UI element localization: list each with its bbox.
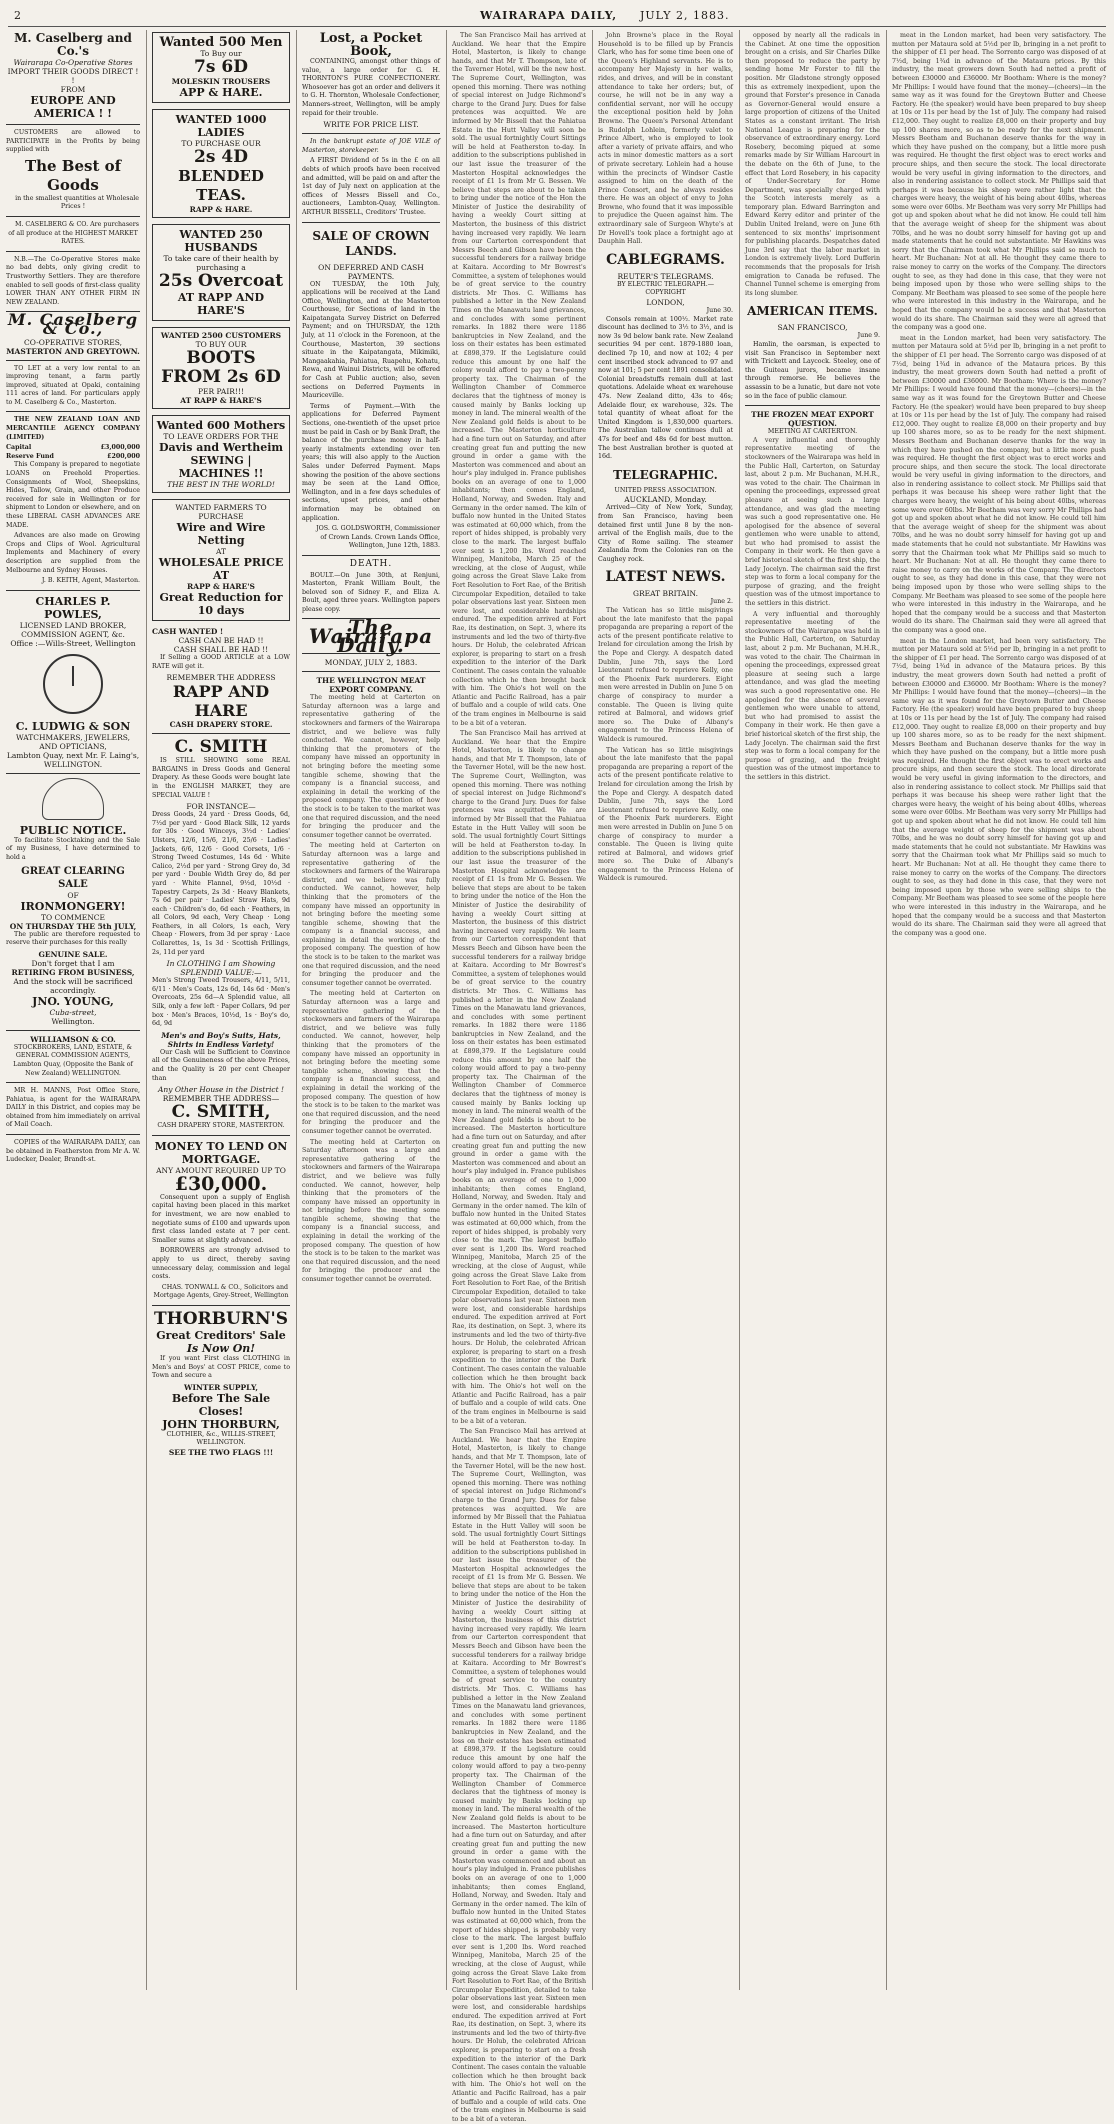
clock-illustration bbox=[43, 654, 103, 714]
ironmongery: IRONMONGERY! bbox=[20, 899, 126, 913]
at-rapp: AT RAPP AND HARE'S bbox=[177, 291, 265, 317]
reuter: REUTER'S TELEGRAMS. bbox=[617, 271, 714, 281]
june-30: June 30. bbox=[706, 307, 733, 315]
caselberg-big: M. Caselberg & Co., bbox=[7, 310, 139, 338]
leading-article: The meeting held at Carterton on Saturday afternoon was a large and representative gathering of the stockowners and farmers of the Wairarapa district, and we believe was fully conducted. We cannot, however, help thinking that the promoters of the company have missed an opportunity in not bringing before the meeting some tangible scheme, showing that the company is a financial success, and explaining in detail the working of the proposed company. The question of how the stock is to be taken to the market was one that required discussion, and the need for bringing the producer and the consumer together cannot be overrated. bbox=[302, 694, 440, 839]
mail-text: Our Cash will be Sufficient to Convince all of the Genuineness of the above Prices, and the Quality is 20 per cent Cheaper than bbox=[152, 1048, 290, 1082]
article-title: THE WELLINGTON MEAT EXPORT COMPANY. bbox=[316, 676, 426, 695]
rapp-hare-1: RAPP & HARE. bbox=[189, 205, 253, 214]
ludwig-name: C. LUDWIG & SON bbox=[15, 719, 131, 733]
divider bbox=[302, 133, 440, 134]
paper-date: MONDAY, JULY 2, 1883. bbox=[324, 658, 418, 668]
agent-name: J. B. KEITH, Agent, Masterton. bbox=[41, 577, 140, 585]
rapp-hare-big: RAPP AND HARE bbox=[172, 682, 270, 721]
smith-text: IS STILL SHOWING some REAL BARGAINS in Dress Goods and General Drapery. As these Goods were bought late in the ENGLISH MARKET, they are SPECIAL VALUE ! bbox=[152, 757, 290, 799]
blended-teas: BLENDED TEAS. bbox=[178, 167, 264, 204]
column-rule bbox=[146, 30, 147, 1990]
terms-text: Terms of Payment.—With the applications for Deferred Payment Sections, one-twentieth of the upset price must be paid in Cash or by Bank Draft, the balance of the purchase money in half-yearly instalments extending over ten years; this will also apply to the Auction Sales under Deferred Payment. Maps showing the position of the above sections may be seen at the Land Office, Wellington, and in a few days schedules of sections, upset prices, and other information may be obtained on application. bbox=[302, 402, 440, 522]
towns: MASTERTON AND GREYTOWN. bbox=[6, 346, 140, 356]
crown-text: ON TUESDAY, the 10th July, applications will be received at the Land Office, Wellington, and at the Masterton Courthouse, for Sections of land in the Kaipatangata Survey District on Deferred Payment; and on THURSDAY, the 12th July, at 11 o'clock in the Forenoon, at the Courthouse, Masterton, 39 sections situate in the Kaipatangata, Mikimiki, Mangaakahia, Pahiatua, Ruapehu, Kohatu, Rewa, and Wainui Districts, will be offered for Cash at Public auction; also, seven sections on Deferred Payments in Mauriceville. bbox=[302, 280, 440, 400]
masthead bbox=[0, 0, 1114, 28]
remember: REMEMBER THE ADDRESS bbox=[166, 673, 276, 683]
copies-text: COPIES of the WAIRARAPA DAILY, can be obtained in Featherston from Mr A. W. Ludecker, Dealer, Brandt-st. bbox=[6, 1139, 140, 1164]
frozen-text: A very influential and thoroughly representative meeting of the stockowners of the Wairarapa was held in the Public Hall, Carterton, on Saturday last, about 2 p.m. Mr Buchanan, M.H.R., was voted to the chair. The Chairman in opening the proceedings, expressed great pleasure at seeing such a large attendance, and was glad the meeting was such a good representative one. He apologised for the absence of several gentlemen who were unable to attend, but who had promised to assist the Company in their work. He then gave a brief historical sketch of the first ship, the Lady Jocelyn. The chairman said the first step was to form a local company for the purpose of grazing, and the freight question was of the utmost importance to the settlers in this district. bbox=[745, 436, 881, 608]
take-care: To take care of their health by purchasing a bbox=[163, 254, 279, 272]
san-francisco: SAN FRANCISCO, bbox=[777, 323, 848, 333]
masthead-rule bbox=[8, 26, 1106, 27]
column-rule bbox=[739, 30, 740, 1990]
divider bbox=[6, 251, 140, 252]
divider bbox=[302, 671, 440, 672]
latest-text: The Vatican has so little misgivings about the late manifesto that the papal propaganda are preparing a report of the acts of the present pontificate relative to Ireland for circulation among the Irish by the Pope and Clergy. A despatch dated Dublin, June 7th, says the Lord Lieutenant refused to reprieve Kelly, one of the Phoenix Park murderers. Eight men were arrested in Dublin on June 5 on charge of conspiracy to murder a constable. The Queen is living quite retired at Balmoral, and widows grief more so. The Duke of Albany's engagement to the Princess Helena of Waldeck is rumoured. bbox=[598, 607, 733, 743]
reserve-label: Reserve Fund bbox=[6, 452, 54, 460]
nz-loan-title: THE NEW ZEALAND LOAN AND MERCANTILE AGENCY COMPANY (LIMITED) bbox=[6, 416, 140, 441]
lost-heading: Lost, a Pocket Book, bbox=[319, 31, 423, 59]
best-goods-sub: in the smallest quantities at Wholesale Prices ! bbox=[15, 194, 139, 211]
overcoat: 25s Overcoat bbox=[158, 271, 284, 291]
caselberg-title: M. Caselberg and Co.'s bbox=[14, 31, 132, 58]
divider bbox=[152, 1305, 290, 1306]
caselberg-subtitle: Wairarapa Co-Operative Stores bbox=[13, 58, 133, 67]
newspaper-title: WAIRARAPA DAILY, bbox=[480, 9, 618, 22]
young-name: JNO. YOUNG, bbox=[32, 994, 114, 1008]
commence: TO COMMENCE bbox=[40, 912, 106, 922]
boots: BOOTS FROM 2s 6D bbox=[161, 348, 281, 387]
public-text: The public are therefore requested to reserve their purchases for this really bbox=[6, 930, 140, 947]
to-let-text: TO LET at a very low rental to an improving tenant, a farm partly improved, situated at Opaki, containing 111 acres of land. For particulars apply to M. Caselberg & Co., Masterton. bbox=[6, 364, 140, 406]
ludwig-sub: WATCHMAKERS, JEWELERS, AND OPTICIANS, bbox=[15, 732, 131, 751]
wanted-600: Wanted 600 Mothers bbox=[156, 419, 286, 432]
meeting-report: meat in the London market, had been very satisfactory. The mutton per Mataura sold at 5½d per lb, bringing in a net profit to the shipper of £1 per head. The Sorrento cargo was disposed of at 7½d, being 1¾d in advance of the Mataura prices. By this industry, the meat growers down South had netted a profit of between £30000 and £36000. Mr Bootham: Where is the money? Mr Phillips: I would have found that the money—(cheers)—in the same way as it was found for the Greytown Butter and Cheese Factory. He (the speaker) would have been prepared to buy sheep at 10s or 11s per head by the 1st of July. The company had raised £12,000. They ought to realize £8,000 on their property and buy up 100 shares more, so as to be ready for the next shipment. Messrs Beetham and Buchanan deserve thanks for the way in which they have pushed on the company, but a little more push was required. He thought the first object was to erect works and procure ships, and then secure the stock. The local directorate would be very useful in giving information to the directors, and also in rendering assistance to collect stock. Mr Phillips said that perhaps it was because his sheep were rather light that the charges were heavy, the weight of his being about 40lbs, whereas some were over 60lbs. Mr Beetham was very sorry Mr Phillips had got up and spoken about what he did not know. He could tell him that the average weight of sheep for the shipment was about 70lbs, and he was no doubt sorry himself for having got up and made statements that he could not substantiate. Mr Hawkins was sorry that the Chairman took what Mr Phillips said so much to heart. Mr Buchanan: Not at all. He thought they came there to raise money to carry on the works of the Company. The directors ought to see, as they had done in this case, that they were not being imposed upon by those who were selling ships to the Company. Mr Beetham was pleased to see some of the people here who were interested in this industry in the Wairarapa, and he hoped that the company would be a success and that Masterton would do its share. The Chairman said they were all agreed that the company was a good one. bbox=[892, 32, 1106, 332]
selling-text: If Selling a GOOD ARTICLE at a LOW RATE will get it. bbox=[152, 654, 290, 670]
shirts: Men's and Boy's Suits, Hats, Shirts in Endless Variety! bbox=[161, 1030, 281, 1049]
latest-text-cont: The Vatican has so little misgivings about the late manifesto that the papal propaganda are preparing a report of the acts of the present pontificate relative to Ireland for circulation among the Irish by the Pope and Clergy. A despatch dated Dublin, June 7th, says the Lord Lieutenant refused to reprieve Kelly, one of the Phoenix Park murderers. Eight men were arrested in Dublin on June 5 on charge of conspiracy to murder a constable. The Queen is living quite retired at Balmoral, and widows grief more so. The Duke of Albany's engagement to the Princess Helena of Waldeck is rumoured. bbox=[598, 746, 733, 883]
ad-boots bbox=[152, 327, 290, 409]
money-to-lend: MONEY TO LEND ON MORTGAGE. bbox=[154, 1139, 288, 1166]
europe-line: EUROPE AND AMERICA ! ! bbox=[30, 94, 116, 120]
before-sale: Before The Sale Closes! bbox=[171, 1391, 271, 1418]
smith-items: Dress Goods, 24 yard · Dress Goods, 6d, 7½d per yard · Good Black Silk, 12 yards for 30s · Good Winceys, 3½d · Ladies' Ulsters, 12/6, 15/6, 21/6, 25/6 · Ladies' Jackets, 6/6, 12/6 · Good Corsets, 1/6 · Strong Tweed Costumes, 14s 6d · White Calico, 2½d per yard · Strong Grey do, 3d per yard · Double Width Grey do, 8d per yard · White Flannel, 9½d, 10½d · Tapestry Carpets, 2s 3d · Heavy Blankets, 7s 6d per pair · Ladies' Straw Hats, 9d each · Children's do, 6d each · Feathers, in all Colors, 9d each, Very Cheap · Long Feathers, in all Colors, 1s each, Very Cheap · Flowers, from 3d per spray · Lace Collarettes, 1s, 1s 3d · Scottish Frillings, 2s, 11d per yard bbox=[152, 811, 290, 956]
customers-text: CUSTOMERS are allowed to PARTICIPATE in the Profits by being supplied with bbox=[6, 129, 140, 154]
winter: WINTER SUPPLY, bbox=[184, 1382, 258, 1392]
royal-arms-illustration bbox=[42, 778, 104, 820]
nb-text: N.B.—The Co-Operative Stores make no bad debts, only giving credit to Trustworthy Settlers. They are therefore enabled to sell goods of first-class quality LOWER THAN ANY OTHER FIRM IN NEW ZEALAND. bbox=[6, 255, 140, 306]
telegraphic-heading: TELEGRAPHIC. bbox=[613, 467, 718, 482]
bankrupt-text: In the bankrupt estate of JOE VILE of Masterton, storekeeper. bbox=[302, 138, 440, 154]
united-press: UNITED PRESS ASSOCIATION. bbox=[614, 486, 717, 494]
cash-2: CASH SHALL BE HAD !! bbox=[173, 645, 269, 654]
divider bbox=[6, 773, 140, 774]
advances-text: Advances are also made on Growing Crops and Clips of Wool. Agricultural Implements and Machinery of every description are supplied from the Melbourne and Sydney Houses. bbox=[6, 532, 140, 574]
column-2 bbox=[152, 32, 290, 1982]
clothier: CLOTHIER, &c., WILLIS-STREET, WELLINGTON. bbox=[166, 1430, 276, 1447]
wire: Wire and Wire Netting bbox=[176, 521, 266, 547]
ad-sewing bbox=[152, 415, 290, 493]
williamson-sub: STOCKBROKERS, LAND, ESTATE, & GENERAL COMMISSION AGENTS, bbox=[13, 1043, 133, 1060]
want-clothing: If you want First class CLOTHING in Men's and Boys' at COST PRICE, come to Town and secure a bbox=[152, 1354, 290, 1380]
retiring: RETIRING FROM BUSINESS, bbox=[11, 967, 135, 977]
american-text: Hamlin, the oarsman, is expected to visit San Francisco in September next with Trickett and Laycock. Steeley, one of the Guiteau jurors, became insane through remorse. He believes the assassin to be a lunatic, but dare not vote so in the face of public clamour. bbox=[745, 341, 880, 400]
import-line: IMPORT THEIR GOODS DIRECT ! ! bbox=[7, 67, 139, 85]
london: LONDON, bbox=[646, 298, 685, 308]
cash-1: CASH CAN BE HAD !! bbox=[178, 636, 264, 645]
to-buy: To Buy our bbox=[200, 49, 242, 58]
williamson-name: WILLIAMSON & CO. bbox=[30, 1034, 116, 1044]
rapp-hare-3: RAPP & HARE'S bbox=[187, 582, 255, 591]
c-smith: C. SMITH bbox=[174, 737, 268, 758]
price-2s4d: 2s 4D bbox=[194, 147, 248, 167]
at-label: AT bbox=[215, 547, 226, 556]
cash-wanted: CASH WANTED ! bbox=[152, 627, 224, 636]
write-price: WRITE FOR PRICE LIST. bbox=[323, 120, 419, 130]
wanted-farmers: WANTED FARMERS TO PURCHASE bbox=[175, 503, 267, 521]
genuine-sale: GENUINE SALE. bbox=[38, 949, 108, 959]
clothing-items: Men's Strong Tweed Trousers, 4/11, 5/11, 6/11 · Men's Coats, 12s 6d, 14s 6d · Men's Overcoats, 25s 6d—A Splendid value, all Silk, only a few left · Paper Collars, 9d per box · Men's Braces, 10½d, 1s · Boy's do, 6d, 9d bbox=[152, 977, 290, 1028]
local-news: The San Francisco Mail has arrived at Auckland. We hear that the Empire Hotel, Masterton, is likely to change hands, and that Mr T. Thompson, late of the Taverner Hotel, will be the new host. The Supreme Court, Wellington, was opened this morning. There was nothing of special interest on Judge Richmond's charge to the Grand Jury. Dues for false pretences was acquitted. We are informed by Mr Bissell that the Pahiatua Estate in the Hutt Valley will soon be sold. The usual fortnightly Court Sittings will be held at Featherston to-day. In addition to the subscriptions published in our last issue the treasurer of the Masterton Hospital acknowledges the receipt of £1 1s from Mr G. Bessen. We believe that steps are about to be taken to bring under the notice of the Hon the Minister of Justice the desirability of having a weekly Court sitting at Masterton, the business of this district having increased very rapidly. We learn from our Carterton correspondent that Messrs Beech and Gibson have been the successful tenderers for a railway bridge at Kaitara. According to Mr Bowrest's Committee, a system of telephones would be of great service to the country districts. Mr Thos. C. Williams has published a letter in the New Zealand Times on the Manawatu land grievances, and concludes with some pertinent remarks. In 1882 there were 1186 bankruptcies in New Zealand, and the loss on their estates has been estimated at £898,379. If the Legislature could reduce this amount by one half the colony would afford to pay a two-penny property tax. The Chairman of the Wellington Chamber of Commerce declares that the tightness of money is caused mainly by Banks locking up money in land. The mineral wealth of the New Zealand gold fields is about to be increased. The Masterton horticulture had a fine turn out on Saturday, and after creating great fun and putting the new ground in order a game with the Masterton was commenced and about an hour's play indulged in. France publishes books on an average of one to 1,000 inhabitants; then comes England, Holland, Norway, and Sweden. Italy and Germany in the order named. The kiln of buffalo now hunted in the United States was estimated at 60,000 which, from the report of hides shipped, is probably very close to the mark. The largest buffalo ever sent is 1,200 lbs. Word reached Winnipeg, Manitoba, March 25 of the wrecking, at the close of August, while going across the Great Slave Lake from Fort Resolution to Fort Rae, of the British Circumpolar Expedition, detailed to take polar observations last year. Sixteen men were lost, and considerable hardships endured. The expedition arrived at Fort Rae, its destination, on Sept. 3, where its instruments and led the two of thirty-five hours. Dr Holub, the celebrated African explorer, is preparing to start on a fresh expedition to the interior of the Dark Continent. The cases contain the valuable collection which he then brought back with him. The Ohio's hot well on the Atlantic and Pacific Railroad, has a pair of buffalo and a couple of wild cats. One of the tram engines in Melbourne is said to be a bit of a veteran. bbox=[452, 32, 586, 727]
powles-name: CHARLES P. POWLES, bbox=[35, 594, 111, 621]
stock-sacrificed: And the stock will be sacrificed accordingly. bbox=[13, 976, 133, 995]
divider bbox=[6, 124, 140, 125]
to-buy-our: TO BUY OUR bbox=[195, 340, 247, 349]
cablegrams-heading: CABLEGRAMS. bbox=[606, 251, 725, 268]
powles-office: Office :—Wills-Street, Wellington bbox=[10, 638, 136, 648]
public-notice-heading: PUBLIC NOTICE. bbox=[19, 823, 127, 837]
thursday: ON THURSDAY THE 5th JULY, bbox=[9, 921, 137, 931]
issue-date: JULY 2, 1883. bbox=[640, 9, 730, 22]
divider bbox=[6, 590, 140, 591]
any-amount: ANY AMOUNT REQUIRED UP TO bbox=[156, 1165, 286, 1175]
dividend-text: A FIRST Dividend of 5s in the £ on all debts of which proofs have been received and admitted, will be paid on and after the 1st day of July next on application at the offices of Messrs Bissell and Co., auctioneers, Lambton-Quay, Wellington. ARTHUR BISSELL, Creditors' Trustee. bbox=[302, 157, 440, 216]
lost-text: CONTAINING, amongst other things of value, a large order for G. H. THORNTON'S PURE CONFECTIONERY. Whosoever has got an order and delivers it to G. H. Thornton, Wholesale Confectioner, Manners-street, Wellington, will be amply repaid for their trouble. bbox=[302, 58, 440, 117]
consequent-text: Consequent upon a supply of English capital having been placed in this market for investment, we are now enabled to negotiate sums of £100 and upwards upon first class landed estate at 7 per cent. Smaller sums at slightly advanced. bbox=[152, 1193, 290, 1244]
local-news-cont: The San Francisco Mail has arrived at Auckland. We hear that the Empire Hotel, Masterton, is likely to change hands, and that Mr T. Thompson, late of the Taverner Hotel, will be the new host. The Supreme Court, Wellington, was opened this morning. There was nothing of special interest on Judge Richmond's charge to the Grand Jury. Dues for false pretences was acquitted. We are informed by Mr Bissell that the Pahiatua Estate in the Hutt Valley will soon be sold. The usual fortnightly Court Sittings will be held at Featherston to-day. In addition to the subscriptions published in our last issue the treasurer of the Masterton Hospital acknowledges the receipt of £1 1s from Mr G. Bessen. We believe that steps are about to be taken to bring under the notice of the Hon the Minister of Justice the desirability of having a weekly Court sitting at Masterton, the business of this district having increased very rapidly. We learn from our Carterton correspondent that Messrs Beech and Gibson have been the successful tenderers for a railway bridge at Kaitara. According to Mr Bowrest's Committee, a system of telephones would be of great service to the country districts. Mr Thos. C. Williams has published a letter in the New Zealand Times on the Manawatu land grievances, and concludes with some pertinent remarks. In 1882 there were 1186 bankruptcies in New Zealand, and the loss on their estates has been estimated at £898,379. If the Legislature could reduce this amount by one half the colony would afford to pay a two-penny property tax. The Chairman of the Wellington Chamber of Commerce declares that the tightness of money is caused mainly by Banks locking up money in land. The mineral wealth of the New Zealand gold fields is about to be increased. The Masterton horticulture had a fine turn out on Saturday, and after creating great fun and putting the new ground in order a game with the Masterton was commenced and about an hour's play indulged in. France publishes books on an average of one to 1,000 inhabitants; then comes England, Holland, Norway, and Sweden. Italy and Germany in the order named. The kiln of buffalo now hunted in the United States was estimated at 60,000 which, from the report of hides shipped, is probably very close to the mark. The largest buffalo ever sent is 1,200 lbs. Word reached Winnipeg, Manitoba, March 25 of the wrecking, at the close of August, while going across the Great Slave Lake from Fort Resolution to Fort Rae, of the British Circumpolar Expedition, detailed to take polar observations last year. Sixteen men were lost, and considerable hardships endured. The expedition arrived at Fort Rae, its destination, on Sept. 3, where its instruments and led the two of thirty-five hours. Dr Holub, the celebrated African explorer, is preparing to start on a fresh expedition to the interior of the Dark Continent. The cases contain the valuable collection which he then brought back with him. The Ohio's hot well on the Atlantic and Pacific Railroad, has a pair of buffalo and a couple of wild cats. One of the tram engines in Melbourne is said to be a bit of a veteran. bbox=[452, 730, 586, 1425]
amount: £30,000. bbox=[174, 1172, 268, 1195]
column-5 bbox=[598, 32, 733, 1982]
june-2: June 2. bbox=[710, 598, 733, 606]
capital-label: Capital bbox=[6, 444, 32, 452]
reserve-row bbox=[6, 453, 140, 462]
purchase-label: TO PURCHASE OUR bbox=[181, 139, 261, 148]
crown-lands-heading: SALE OF CROWN LANDS. bbox=[312, 228, 430, 258]
divider bbox=[152, 733, 290, 734]
divider bbox=[152, 1135, 290, 1136]
page-number: 2 bbox=[14, 9, 22, 22]
manns-text: MR H. MANNS, Post Office Store, Pahiatua, is agent for the WAIRARAPA DAILY in this District, and copies may be obtained from him immediately on arrival of Mail Coach. bbox=[6, 1087, 140, 1129]
john-thorburn: JOHN THORBURN, bbox=[162, 1417, 280, 1431]
price-7s6d: 7s 6D bbox=[194, 57, 248, 77]
royal-household-text: John Browne's place in the Royal Household is to be filled up by Francis Clark, who has for some time been one of the Queen's Highland servants. He is to accompany her Majesty in her walks, rides, and drives, and will be in constant attendance to take her orders; but, of course, he will not be in any way a confidential servant, nor will he occupy the exceptional position held by John Browne. The Queen's Personal Attendant is Rudolph Lohlein, formerly valet to Prince Albert, who is employed to look after a variety of private affairs, and who acts in minor domestic matters as a sort of private secretary. Lohlein had a house within the precincts of Windsor Castle assigned to him on the death of the Prince Consort, and he always resides there. He was an object of envy to John Browne, who found that it was impossible to prejudice the Queen against him. The extraordinary sale of Surgeon Whyte's at Dr Hovell's took place a fortnight ago at Dauphin Hall. bbox=[598, 32, 733, 246]
divider bbox=[6, 1030, 140, 1031]
for-instance: FOR INSTANCE— bbox=[186, 802, 256, 812]
from-label: FROM bbox=[60, 85, 86, 94]
deferred: ON DEFERRED AND CASH PAYMENTS. bbox=[318, 262, 424, 281]
telegraphic-text: Arrived—City of New York, Sunday, from San Francisco, having been detained first until June 8 by the non-arrival of the English mails, due to the City of Rome sailing. The steamer Zealandia from the Colonies ran on the Caughey rock. bbox=[598, 504, 733, 563]
copyright: BY ELECTRIC TELEGRAPH.—COPYRIGHT bbox=[616, 280, 715, 297]
wanted-250: WANTED 250 HUSBANDS bbox=[179, 228, 263, 254]
wanted-2500: WANTED 2500 CUSTOMERS bbox=[160, 331, 282, 340]
ad-teas bbox=[152, 109, 290, 218]
tonwall: CHAS. TONWALL & CO., Solicitors and Mortgage Agents, Grey-Street, Wellington bbox=[153, 1283, 289, 1300]
wellington-label: Wellington. bbox=[51, 1016, 95, 1026]
wanted-500: Wanted 500 Men bbox=[159, 35, 283, 50]
any-other: Any Other House in the District ! bbox=[158, 1085, 284, 1095]
divider bbox=[302, 555, 440, 556]
death-heading: DEATH. bbox=[349, 558, 393, 569]
now-on: Is Now On! bbox=[186, 1341, 256, 1355]
notice-text: To facilitate Stocktaking and the Sale of my Business, I have determined to hold a bbox=[6, 836, 140, 861]
wanted-1000: WANTED 1000 LADIES bbox=[175, 113, 267, 139]
cuba-street: Cuba-street, bbox=[49, 1007, 97, 1017]
divider bbox=[745, 405, 880, 406]
thorburn: THORBURN'S bbox=[154, 1308, 288, 1329]
davis: Davis and Wertheim bbox=[158, 441, 284, 454]
of-label: OF bbox=[67, 890, 79, 900]
moleskin: MOLESKIN TROUSERS bbox=[171, 77, 271, 86]
column-1 bbox=[6, 32, 140, 1982]
to-leave: TO LEAVE ORDERS FOR THE bbox=[163, 432, 279, 441]
frozen-heading: THE FROZEN MEAT EXPORT QUESTION. bbox=[751, 410, 874, 429]
divider bbox=[6, 216, 140, 217]
column-rule bbox=[446, 30, 447, 1990]
meeting-report-cont: meat in the London market, had been very satisfactory. The mutton per Mataura sold at 5½d per lb, bringing in a net profit to the shipper of £1 per head. The Sorrento cargo was disposed of at 7½d, being 1¾d in advance of the Mataura prices. By this industry, the meat growers down South had netted a profit of between £30000 and £36000. Mr Bootham: Where is the money? Mr Phillips: I would have found that the money—(cheers)—in the same way as it was found for the Greytown Butter and Cheese Factory. He (the speaker) would have been prepared to buy sheep at 10s or 11s per head by the 1st of July. The company had raised £12,000. They ought to realize £8,000 on their property and buy up 100 shares more, so as to be ready for the next shipment. Messrs Beetham and Buchanan deserve thanks for the way in which they have pushed on the company, but a little more push was required. He thought the first object was to erect works and procure ships, and then secure the stock. The local directorate would be very useful in giving information to the directors, and also in rendering assistance to collect stock. Mr Phillips said that perhaps it was because his sheep were rather light that the charges were heavy, the weight of his being about 40lbs, whereas some were over 60lbs. Mr Beetham was very sorry Mr Phillips had got up and spoken about what he did not know. He could tell him that the average weight of sheep for the shipment was about 70lbs, and he was no doubt sorry himself for having got up and made statements that he could not substantiate. Mr Hawkins was sorry that the Chairman took what Mr Phillips said so much to heart. Mr Buchanan: Not at all. He thought they came there to raise money to carry on the works of the Company. The directors ought to see, as they had done in this case, that they were not being imposed upon by those who were selling ships to the Company. Mr Beetham was pleased to see some of the people here who were interested in this industry in the Wairarapa, and he hoped that the company would be a success and that Masterton would do its share. The Chairman said they were all agreed that the company was a good one. bbox=[892, 637, 1106, 937]
williamson-address: Lambton Quay, (Opposite the Bank of New Zealand) WELLINGTON. bbox=[13, 1060, 133, 1077]
divider bbox=[302, 222, 440, 223]
local-news-cont: The San Francisco Mail has arrived at Auckland. We hear that the Empire Hotel, Masterton, is likely to change hands, and that Mr T. Thompson, late of the Taverner Hotel, will be the new host. The Supreme Court, Wellington, was opened this morning. There was nothing of special interest on Judge Richmond's charge to the Grand Jury. Dues for false pretences was acquitted. We are informed by Mr Bissell that the Pahiatua Estate in the Hutt Valley will soon be sold. The usual fortnightly Court Sittings will be held at Featherston to-day. In addition to the subscriptions published in our last issue the treasurer of the Masterton Hospital acknowledges the receipt of £1 1s from Mr G. Bessen. We believe that steps are about to be taken to bring under the notice of the Hon the Minister of Justice the desirability of having a weekly Court sitting at Masterton, the business of this district having increased very rapidly. We learn from our Carterton correspondent that Messrs Beech and Gibson have been the successful tenderers for a railway bridge at Kaitara. According to Mr Bowrest's Committee, a system of telephones would be of great service to the country districts. Mr Thos. C. Williams has published a letter in the New Zealand Times on the Manawatu land grievances, and concludes with some pertinent remarks. In 1882 there were 1186 bankruptcies in New Zealand, and the loss on their estates has been estimated at £898,379. If the Legislature could reduce this amount by one half the colony would afford to pay a two-penny property tax. The Chairman of the Wellington Chamber of Commerce declares that the tightness of money is caused mainly by Banks locking up money in land. The mineral wealth of the New Zealand gold fields is about to be increased. The Masterton horticulture had a fine turn out on Saturday, and after creating great fun and putting the new ground in order a game with the Masterton was commenced and about an hour's play indulged in. France publishes books on an average of one to 1,000 inhabitants; then comes England, Holland, Norway, and Sweden. Italy and Germany in the order named. The kiln of buffalo now hunted in the United States was estimated at 60,000 which, from the report of hides shipped, is probably very close to the mark. The largest buffalo ever sent is 1,200 lbs. Word reached Winnipeg, Manitoba, March 25 of the wrecking, at the close of August, while going across the Great Slave Lake from Fort Resolution to Fort Rae, of the British Circumpolar Expedition, detailed to take polar observations last year. Sixteen men were lost, and considerable hardships endured. The expedition arrived at Fort Rae, its destination, on Sept. 3, where its instruments and led the two of thirty-five hours. Dr Holub, the celebrated African explorer, is preparing to start on a fresh expedition to the interior of the Dark Continent. The cases contain the valuable collection which he then brought back with him. The Ohio's hot well on the Atlantic and Pacific Railroad, has a pair of buffalo and a couple of wild cats. One of the tram engines in Melbourne is said to be a bit of a veteran. bbox=[452, 1428, 586, 2123]
clearing-sale: GREAT CLEARING SALE bbox=[21, 865, 125, 890]
auckland: AUCKLAND, Monday. bbox=[624, 495, 707, 505]
column-rule bbox=[296, 30, 297, 1990]
per-pair: PER PAIR!!! bbox=[198, 387, 244, 396]
column-3 bbox=[302, 32, 440, 1982]
goldsworth: JOS. G. GOLDSWORTH, Commissioner of Crown Lands. Crown Lands Office, Wellington, June 12th, 1883. bbox=[316, 525, 440, 550]
leading-article-cont: The meeting held at Carterton on Saturday afternoon was a large and representative gathering of the stockowners and farmers of the Wairarapa district, and we believe was fully conducted. We cannot, however, help thinking that the promoters of the company have missed an opportunity in not bringing before the meeting some tangible scheme, showing that the company is a financial success, and explaining in detail the working of the proposed company. The question of how the stock is to be taken to the market was one that required discussion, and the need for bringing the producer and the consumer together cannot be overrated. bbox=[302, 1138, 440, 1284]
cable-text: Consols remain at 100½. Market rate discount has declined to 3½ to 3½, and is now 3s 9d below bank rate. New Zealand securities 94 per cent. 1879-1880 loan, declined 7p 10, and now at 102; 4 per cent inscribed stock advanced to 97 and now at 101; 5 per cent 1891 consolidated. Colonial breadstuffs remain dull at last quotations. Adelaide wheat ex warehouse 47s. New Zealand ditto, 43s to 46s; Adelaide flour, ex warehouse, 32s. The total quantity of wheat afloat for the United Kingdom is 1,830,000 quarters. The Australian tallow continues dull at 47s for beef and 48s 6d for best mutton. The best Australian brother is quoted at 16d. bbox=[598, 315, 733, 461]
divider bbox=[6, 360, 140, 361]
drapery: CASH DRAPERY STORE. bbox=[169, 720, 273, 730]
c-smith-2: C. SMITH, bbox=[171, 1102, 271, 1123]
june-9: June 9. bbox=[857, 332, 880, 340]
ad-overcoat bbox=[152, 224, 290, 321]
sewing: SEWING | MACHINES !! bbox=[178, 454, 264, 480]
company-text: This Company is prepared to negotiate LOANS on Freehold Properties. Consignments of Wool, Sheepskins, Hides, Tallow, Grain, and other Produce received for sale in Wellington or for shipment to London or elsewhere, and on these LIBERAL CASH ADVANCES ARE MADE. bbox=[6, 461, 140, 529]
best-in-world: THE BEST IN THE WORLD! bbox=[167, 480, 275, 489]
drapery-2: CASH DRAPERY STORE, MASTERTON. bbox=[157, 1122, 285, 1130]
ad-moleskin bbox=[152, 32, 290, 103]
politics-text: opposed by nearly all the radicals in the Cabinet. At one time the opposition brought on a crisis, and Sir Charles Dilke then proposed to reduce the party by sending home Mr Forster to fill the position. Mr Gladstone strongly opposed this as extremely inexpedient, upon the ground that Forster's presence in Canada as Governor-General would ensure a large proportion of citizens of the United States as a constant irritant. The Irish National League is preparing for the observance of extraordinary energy. Lord Rosebery, becoming piqued at some remarks made by Sir William Harcourt in the debate on the 6th of June, to the effect that Lord Rosebery, in his capacity of Under-Secretary for Home Department, was specially charged with the Scotch interests merely as a temporary plan. Edward Barrington and Edward Kerry editor and printer of the Dublin United Ireland, were on June 6th sentenced to six months' imprisonment for publishing placards. Despatches dated June 3rd say that the labor market in London is extremely lively. Lord Dufferin recommends that the proposals for Irish emigration to Canada be refused. The Channel Tunnel scheme is emerging from its long slumber. bbox=[745, 32, 880, 297]
ludwig-address: Lambton Quay, next Mr. F. Laing's, WELLINGTON. bbox=[6, 750, 140, 769]
column-6 bbox=[745, 32, 880, 1982]
great-britain: GREAT BRITAIN. bbox=[632, 589, 699, 599]
death-text: BOULT.—On June 30th, at Renjuni, Masterton, Frank William Boult, the beloved son of Sidney F., and Eliza A. Boult, aged three years. Wellington papers please copy. bbox=[302, 571, 440, 613]
divider bbox=[6, 411, 140, 412]
purchasers-text: M. CASELBERG & CO. Are purchasers of all produce at the HIGHEST MARKET RATES. bbox=[8, 220, 140, 246]
latest-news-heading: LATEST NEWS. bbox=[605, 569, 726, 586]
at-rapp-2: AT RAPP & HARE'S bbox=[180, 396, 262, 405]
american-heading: AMERICAN ITEMS. bbox=[747, 304, 878, 319]
column-rule bbox=[592, 30, 593, 1990]
dont-forget: Don't forget that I am bbox=[31, 958, 115, 968]
borrowers-text: BORROWERS are strongly advised to apply to us direct, thereby saving unnecessary delay, commission and legal costs. bbox=[152, 1247, 290, 1281]
coop-stores: CO-OPERATIVE STORES, bbox=[24, 337, 122, 347]
paper-title: The Wairarapa Daily. bbox=[308, 615, 434, 657]
powles-title: LICENSED LAND BROKER, COMMISSION AGENT, &c. bbox=[19, 620, 127, 639]
meeting-heading: MEETING AT CARTERTON. bbox=[767, 428, 858, 436]
meeting-report-cont: meat in the London market, had been very satisfactory. The mutton per Mataura sold at 5½d per lb, bringing in a net profit to the shipper of £1 per head. The Sorrento cargo was disposed of at 7½d, being 1¾d in advance of the Mataura prices. By this industry, the meat growers down South had netted a profit of between £30000 and £36000. Mr Bootham: Where is the money? Mr Phillips: I would have found that the money—(cheers)—in the same way as it was found for the Greytown Butter and Cheese Factory. He (the speaker) would have been prepared to buy sheep at 10s or 11s per head by the 1st of July. The company had raised £12,000. They ought to realize £8,000 on their property and buy up 100 shares more, so as to be ready for the next shipment. Messrs Beetham and Buchanan deserve thanks for the way in which they have pushed on the company, but a little more push was required. He thought the first object was to erect works and procure ships, and then secure the stock. The local directorate would be very useful in giving information to the directors, and also in rendering assistance to collect stock. Mr Phillips said that perhaps it was because his sheep were rather light that the charges were heavy, the weight of his being about 40lbs, whereas some were over 60lbs. Mr Beetham was very sorry Mr Phillips had got up and spoken about what he did not know. He could tell him that the average weight of sheep for the shipment was about 70lbs, and he was no doubt sorry himself for having got up and made statements that he could not substantiate. Mr Hawkins was sorry that the Chairman took what Mr Phillips said so much to heart. Mr Buchanan: Not at all. He thought they came there to raise money to carry on the works of the Company. The directors ought to see, as they had done in this case, that they were not being imposed upon by those who were selling ships to the Company. Mr Beetham was pleased to see some of the people here who were interested in this industry in the Wairarapa, and he hoped that the company would be a success and that Masterton would do its share. The Chairman said they were all agreed that the company was a good one. bbox=[892, 334, 1106, 634]
best-goods: The Best of Goods bbox=[24, 156, 122, 194]
remember-2: REMEMBER THE ADDRESS— bbox=[162, 1094, 280, 1104]
ad-wire bbox=[152, 499, 290, 621]
column-7 bbox=[892, 32, 1106, 1982]
reduction: Great Reduction for 10 days bbox=[159, 591, 283, 617]
capital-value: £3,000,000 bbox=[100, 444, 140, 452]
clothing: In CLOTHING I am Showing SPLENDID VALUE:— bbox=[166, 959, 276, 978]
capital-row bbox=[6, 444, 140, 453]
creditors-sale: Great Creditors' Sale bbox=[156, 1328, 286, 1342]
see-flags: SEE THE TWO FLAGS !!! bbox=[168, 1447, 274, 1457]
column-rule bbox=[886, 30, 887, 1990]
reserve-value: £200,000 bbox=[107, 452, 140, 460]
column-4 bbox=[452, 32, 586, 2123]
leading-article-cont: The meeting held at Carterton on Saturday afternoon was a large and representative gathering of the stockowners and farmers of the Wairarapa district, and we believe was fully conducted. We cannot, however, help thinking that the promoters of the company have missed an opportunity in not bringing before the meeting some tangible scheme, showing that the company is a financial success, and explaining in detail the working of the proposed company. The question of how the stock is to be taken to the market was one that required discussion, and the need for bringing the producer and the consumer together cannot be overrated. bbox=[302, 842, 440, 987]
divider bbox=[6, 1082, 140, 1083]
app-hare: APP & HARE. bbox=[179, 86, 263, 99]
wholesale: WHOLESALE PRICE AT bbox=[158, 556, 284, 582]
leading-article-cont: The meeting held at Carterton on Saturday afternoon was a large and representative gathering of the stockowners and farmers of the Wairarapa district, and we believe was fully conducted. We cannot, however, help thinking that the promoters of the company have missed an opportunity in not bringing before the meeting some tangible scheme, showing that the company is a financial success, and explaining in detail the working of the proposed company. The question of how the stock is to be taken to the market was one that required discussion, and the need for bringing the producer and the consumer together cannot be overrated. bbox=[302, 990, 440, 1135]
frozen-text-cont: A very influential and thoroughly representative meeting of the stockowners of the Wairarapa was held in the Public Hall, Carterton, on Saturday last, about 2 p.m. Mr Buchanan, M.H.R., was voted to the chair. The Chairman in opening the proceedings, expressed great pleasure at seeing such a large attendance, and was glad the meeting was such a good representative one. He apologised for the absence of several gentlemen who were unable to attend, but who had promised to assist the Company in their work. He then gave a brief historical sketch of the first ship, the Lady Jocelyn. The chairman said the first step was to form a local company for the purpose of grazing, and the freight question was of the utmost importance to the settlers in this district. bbox=[745, 610, 881, 781]
divider bbox=[6, 1134, 140, 1135]
